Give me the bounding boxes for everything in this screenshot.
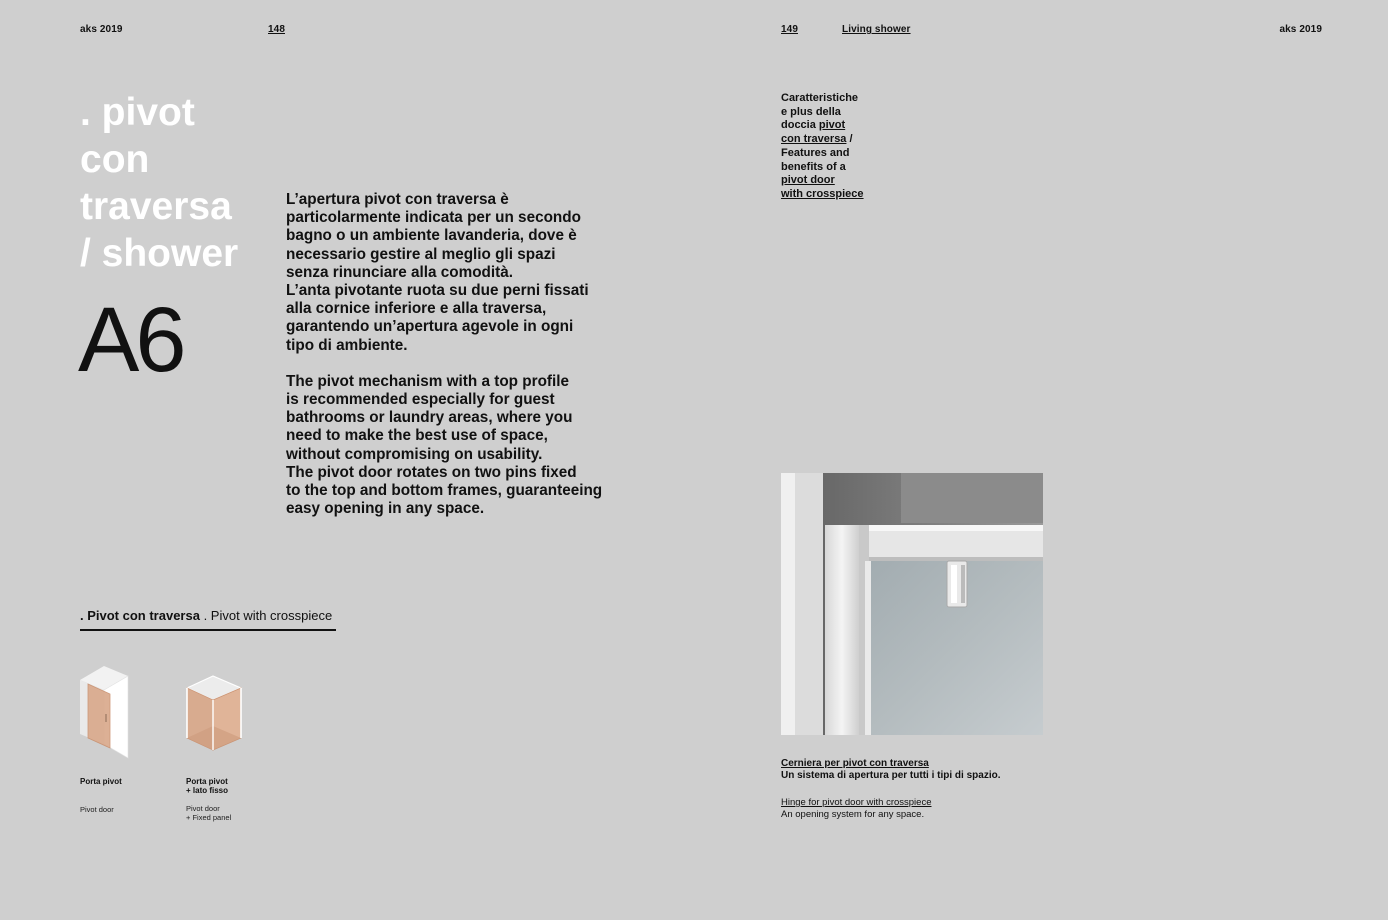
text-line: without compromising on usability. <box>286 445 543 463</box>
features-heading <box>781 92 864 202</box>
section-label-english: . Pivot with crosspiece <box>203 608 333 623</box>
text-line: bathrooms or laundry areas, where you <box>286 409 573 427</box>
text-line: L’apertura pivot con traversa è <box>286 191 509 208</box>
variant-title-en: Pivot door <box>186 804 220 813</box>
text-line: senza rinunciare alla comodità. <box>286 263 513 281</box>
product-code: A6 <box>78 289 183 391</box>
text-line: particolarmente indicata per un secondo <box>286 209 581 227</box>
text-line: tipo di ambiente. <box>286 336 408 354</box>
features-line: pivot door <box>781 174 835 187</box>
text-line: alla cornice inferiore e alla traversa, <box>286 300 547 318</box>
right-section-title: Living shower <box>842 24 911 35</box>
page-title <box>80 89 238 277</box>
text-line: The pivot door rotates on two pins fixed <box>286 463 577 481</box>
description-english <box>286 373 602 519</box>
text-line: L’anta pivotante ruota su due perni fissati <box>286 282 589 300</box>
text-line: to the top and bottom frames, guaranteeing <box>286 482 603 500</box>
title-line-4: / shower <box>80 232 239 275</box>
variant-title-en: Pivot door <box>80 804 114 814</box>
text-line: garantendo un’apertura agevole in ogni <box>286 318 574 336</box>
description-text <box>286 191 602 518</box>
caption-italian-text: Un sistema di apertura per tutti i tipi di spazio. <box>781 769 1001 781</box>
section-divider <box>80 629 336 631</box>
brand-year: 2019 <box>99 24 123 35</box>
brand-year: 2019 <box>1299 24 1322 35</box>
left-page-number: 148 <box>268 24 285 35</box>
features-line: doccia pivot <box>781 119 846 132</box>
title-line-3: traversa <box>80 185 232 228</box>
pivot-door-fixed-panel-icon <box>183 672 245 758</box>
caption-english-title: Hinge for pivot door with crosspiece <box>781 797 932 808</box>
variant-title-it: Porta pivot <box>186 777 228 786</box>
caption-english-text: An opening system for any space. <box>781 808 925 820</box>
features-line: e plus della <box>781 105 841 118</box>
variant-title-en-2: + Fixed panel <box>186 812 232 822</box>
text-line: The pivot mechanism with a top profile <box>286 372 570 390</box>
features-line: benefits of a <box>781 160 846 173</box>
title-line-2: con <box>80 138 150 181</box>
variant-title-it: Porta pivot <box>80 777 122 786</box>
hinge-photo <box>781 473 1043 735</box>
text-line: necessario gestire al meglio gli spazi <box>286 245 556 263</box>
variant-pivot-door <box>80 778 122 814</box>
brand-name: aks <box>1279 24 1297 35</box>
variant-pivot-door-fixed-panel <box>186 778 231 822</box>
section-label <box>80 608 332 624</box>
description-italian <box>286 191 602 355</box>
brand-name: aks <box>80 24 97 35</box>
caption-english <box>781 797 932 820</box>
text-line: easy opening in any space. <box>286 500 485 518</box>
caption-italian <box>781 758 1000 781</box>
pivot-door-icon <box>78 662 132 762</box>
text-line: bagno o un ambiente lavanderia, dove è <box>286 227 577 245</box>
right-page-number: 149 <box>781 24 798 35</box>
left-header-brand <box>80 24 123 35</box>
text-line: need to make the best use of space, <box>286 427 548 445</box>
features-line: with crosspiece <box>781 187 864 200</box>
text-line: is recommended especially for guest <box>286 391 555 409</box>
features-line: Features and <box>781 146 850 159</box>
title-line-1: . pivot <box>80 91 195 134</box>
caption-italian-title: Cerniera per pivot con traversa <box>781 758 929 769</box>
features-line: con traversa / <box>781 133 853 146</box>
section-label-italian: . Pivot con traversa <box>80 608 200 623</box>
features-line: Caratteristiche <box>781 92 859 104</box>
right-header-brand <box>1279 24 1322 35</box>
variant-title-it-2: + lato fisso <box>186 785 229 795</box>
